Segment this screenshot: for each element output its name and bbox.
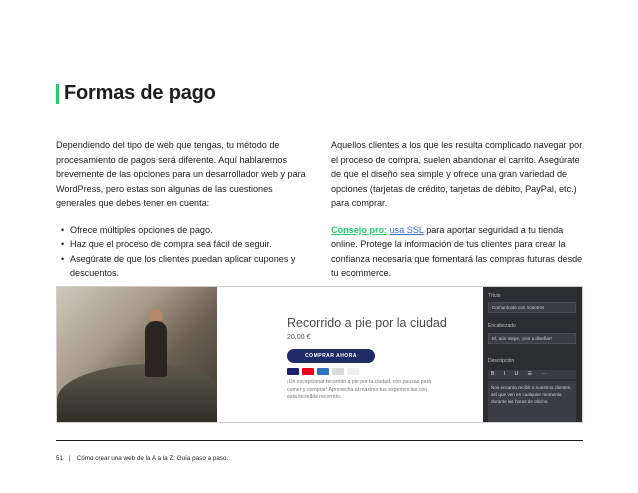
page-number: 51 (56, 455, 64, 462)
editor-toolbar[interactable]: B I U ☰ ⋯ (488, 370, 576, 379)
heading-label: Encabezado (488, 323, 516, 329)
pro-tip-label: Consejo pro: (331, 224, 388, 235)
list-item: • Asegúrate de que los clientes puedan aplicar cupones y descuentos. (56, 252, 314, 281)
ecommerce-screenshot (56, 286, 583, 423)
abandon-paragraph: Aquellos clientes a los que les resulta complicado navegar por el proceso de compra, suelen abandonar el carrito. Asegúrate de que el diseño sea simple y ofrece una gran variedad de opciones (tarjetas de crédito, tarjetas de débito, PayPal, etc.) para comprar. (331, 140, 583, 208)
section-heading (56, 82, 216, 105)
product-description: ¡Un excepcional recorrido a pie por la ciudad, con pausas para comer y comprar! Aprovecha al máximo tus experiencias con esta increíble recorrido. (287, 379, 432, 400)
heading-field[interactable]: El, aún mejor, ¡ven a diseñar! (488, 333, 576, 344)
photo-hill (57, 364, 217, 423)
photo-person (145, 321, 167, 377)
editor-panel (483, 287, 583, 423)
footer-divider (56, 440, 583, 441)
ssl-link[interactable]: usa SSL (389, 224, 424, 235)
pro-tip-paragraph (331, 223, 583, 281)
visa-card-icon (287, 368, 299, 375)
buy-button[interactable]: COMPRAR AHORA (287, 349, 375, 363)
list-item: • Haz que el proceso de compra sea fácil de seguir. (56, 237, 314, 252)
left-column (56, 138, 314, 281)
intro-paragraph: Dependiendo del tipo de web que tengas, tu método de procesamiento de pagos será diferente. Aquí hablaremos brevemente de las opciones para un desarrollador web y para WordPress, pero estas son algunas de las cuestiones generales que debes tener en cuenta: (56, 140, 306, 208)
right-column (331, 138, 583, 281)
generic-card-icon (347, 368, 359, 375)
title-field[interactable]: Comunícate con nosotros (488, 302, 576, 313)
book-title: Cómo crear una web de la A a la Z: Guía paso a paso. (76, 455, 229, 462)
amex-card-icon (317, 368, 329, 375)
tips-list (56, 223, 314, 281)
pro-tip-text: para aportar seguridad a tu tienda online. Protege la información de tus clientes para crear la confianza necesaria que fomentará las compras futuras desde tu ecommerce. (331, 224, 583, 278)
description-label: Descripción (488, 358, 515, 364)
product-block (287, 287, 507, 423)
title-label: Título (488, 293, 501, 299)
footer-separator: | (69, 455, 71, 462)
heading-accent-bar (56, 84, 59, 104)
payment-cards (287, 368, 359, 375)
product-price: 20,00 € (287, 334, 311, 341)
mastercard-icon (302, 368, 314, 375)
page-title: Formas de pago (64, 82, 216, 104)
description-field[interactable]: Nos encanta recibir a nuestros clientes, así que ven en cualquier momento durante las horas de oficina. (488, 381, 576, 423)
product-photo (57, 287, 217, 423)
product-title: Recorrido a pie por la ciudad (287, 316, 447, 330)
page-footer (56, 455, 228, 462)
generic-card-icon (332, 368, 344, 375)
list-item: • Ofrece múltiples opciones de pago. (56, 223, 314, 238)
